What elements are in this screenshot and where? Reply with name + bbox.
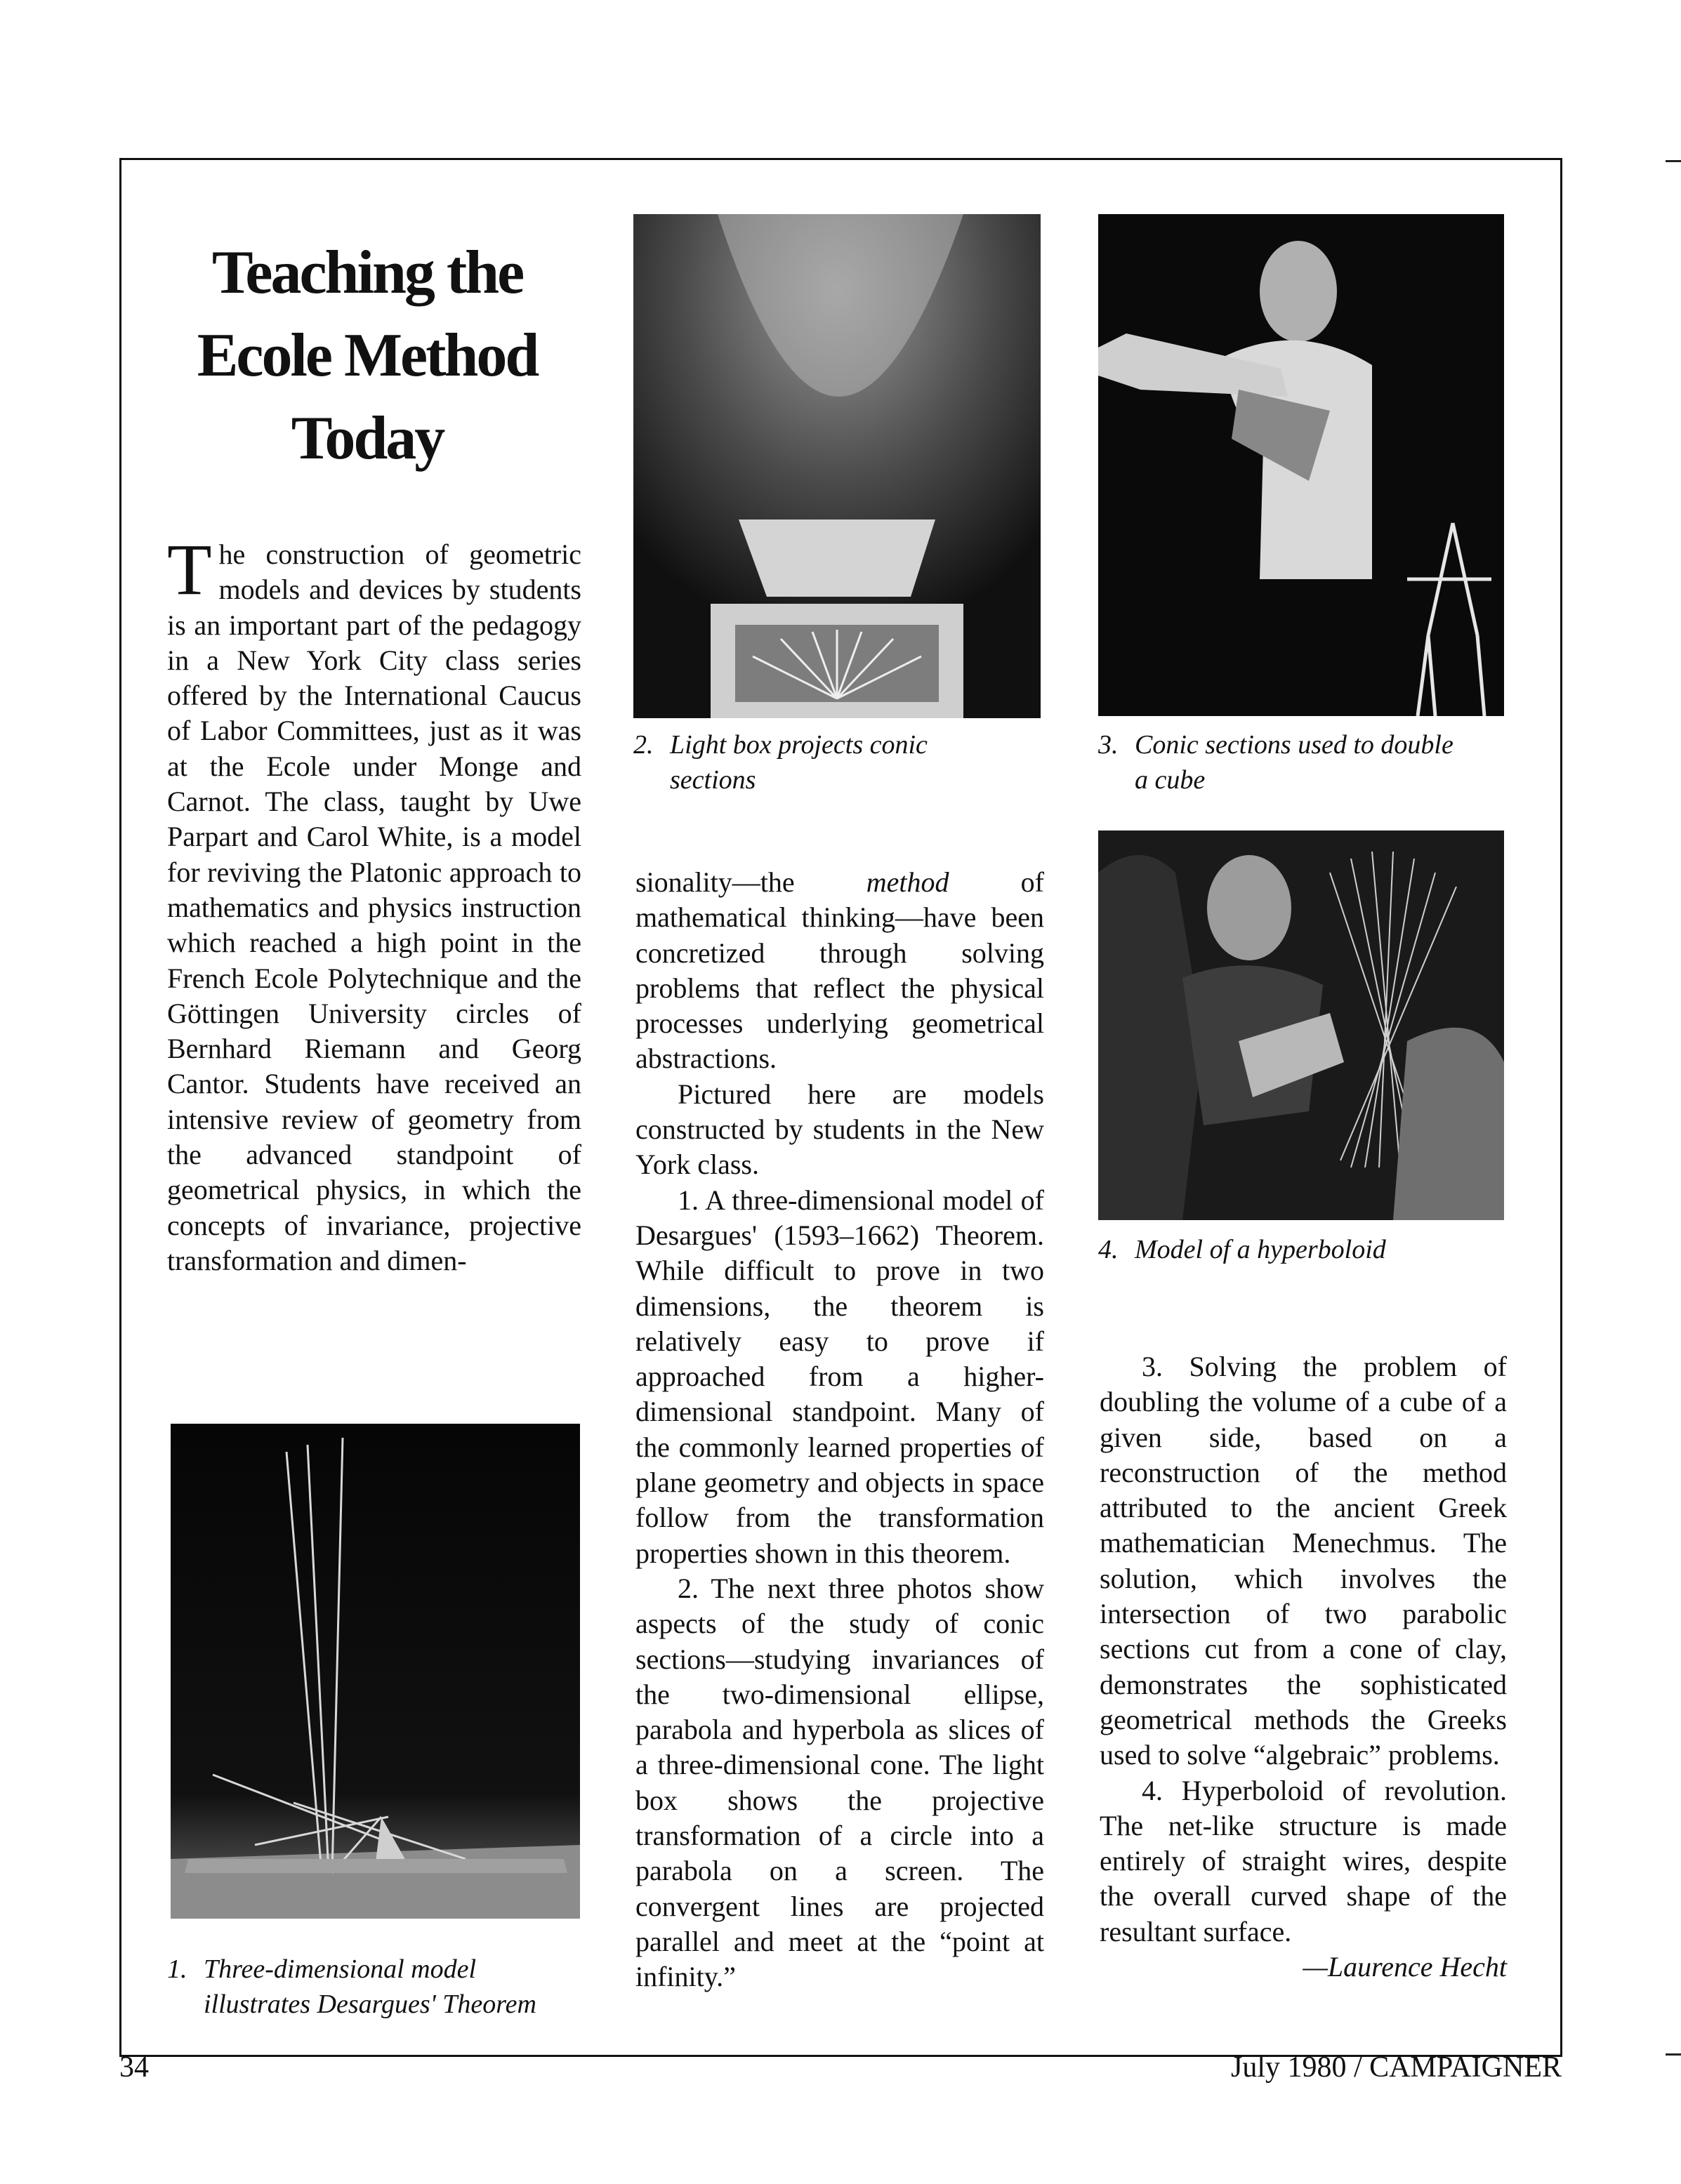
caption-number: 1.: [167, 1954, 187, 1984]
body-paragraph: Pictured here are models constructed by students in the New York class.: [635, 1078, 1044, 1181]
photo-light-box-graphic: [633, 214, 1041, 718]
caption-2: [633, 727, 1041, 798]
caption-1: [167, 1952, 588, 2022]
intro-text: he construction of geometric models and devices by students is an important part of the pedagogy in a New York City class series offered by the International Caucus of Labor Committees, just as it was at the Ecole under Monge and Carnot. The class, taught by Uwe Parpart and Carol White, is a model for reviving the Platonic approach to mathematics and physics instruction which reached a high point in the French Ecole Polytechnique and the Göttingen University circles of Bernhard Riemann and Georg Cantor. Students have received an intensive review of geometry from the advanced standpoint of geometrical physics, in which the concepts of invariance, projective transformation and dimen-: [167, 538, 581, 1276]
body-text: of mathematical thinking—have been concretized through solving problems that reflect the physical processes underlying geometrical abstractions.: [635, 866, 1044, 1075]
caption-text: Conic sections used to double: [1135, 730, 1453, 760]
title-line: Today: [291, 404, 444, 472]
column-3-text: [1100, 1349, 1507, 1985]
caption-text: sections: [670, 765, 756, 795]
body-text: sionality—the: [635, 866, 866, 898]
caption-text: illustrates Desargues' Theorem: [204, 1990, 536, 2019]
photo-desargues-graphic: [171, 1424, 580, 1919]
body-paragraph: [635, 865, 1044, 1077]
margin-tick-mark: [1666, 2053, 1681, 2056]
caption-text: a cube: [1135, 765, 1206, 795]
caption-number: 4.: [1098, 1235, 1119, 1264]
photo-doubling-cube: [1098, 214, 1504, 716]
page-number: 34: [119, 2051, 149, 2084]
photo-hyperboloid: [1098, 830, 1504, 1220]
drop-cap: T: [167, 529, 212, 610]
body-paragraph: 4. Hyperboloid of revolution. The net-like structure is made entirely of straight wires, despite the overall curved shape of the resultant surface.: [1100, 1774, 1507, 1947]
body-paragraph: 1. A three-dimensional model of Desargues' (1593–1662) Theorem. While difficult to prove in two dimensions, the theorem is relatively easy to prove if approached from a higher-dimensional standpoint. Many of the commonly learned properties of plane geometry and objects in space follow from the transformation properties shown in this theorem.: [635, 1184, 1044, 1569]
caption-text: Model of a hyperboloid: [1135, 1235, 1386, 1264]
title-line: Teaching the: [211, 239, 523, 307]
photo-doubling-cube-graphic: [1098, 214, 1504, 716]
caption-text: Light box projects conic: [670, 730, 928, 760]
body-paragraph: 3. Solving the problem of doubling the volume of a cube of a given side, based on a reconstruction of the method attributed to the ancient Greek mathematician Menechmus. The solution, which involves the intersection of two parabolic sections cut from a cone of clay, demonstrates the sophisticated geometrical methods the Greeks used to solve “algebraic” problems.: [1100, 1351, 1507, 1771]
photo-light-box: [633, 214, 1041, 718]
title-line: Ecole Method: [197, 322, 538, 390]
article-title: [167, 232, 567, 480]
caption-4: [1098, 1232, 1520, 1267]
column-2-text: [635, 865, 1044, 1995]
photo-hyperboloid-graphic: [1098, 830, 1504, 1220]
caption-3: [1098, 727, 1520, 798]
photo-desargues-model: [171, 1424, 580, 1919]
caption-number: 2.: [633, 730, 654, 760]
issue-info: July 1980 / CAMPAIGNER: [1230, 2051, 1562, 2084]
caption-number: 3.: [1098, 730, 1119, 760]
caption-text: Three-dimensional model: [204, 1954, 477, 1984]
intro-paragraph: [167, 529, 581, 1278]
author-signature: —Laurence Hecht: [1303, 1951, 1507, 1983]
column-1-text: [167, 529, 581, 1278]
margin-tick-mark: [1666, 160, 1681, 162]
emphasis-text: method: [866, 866, 949, 898]
body-paragraph: 2. The next three photos show aspects of the study of conic sections—studying invariances of the two-dimensional ellipse, parabola and hyperbola as slices of a three-dimensional cone. The light box shows the projective transformation of a circle into a parabola on a screen. The convergent lines are projected parallel and meet at the “point at infinity.”: [635, 1572, 1044, 1993]
